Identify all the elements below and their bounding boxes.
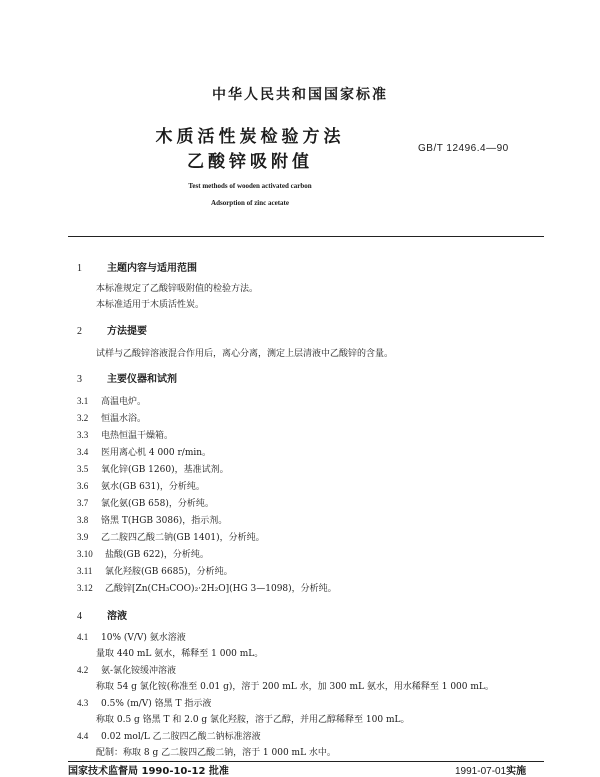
item-text: 恒温水浴。 xyxy=(101,414,147,424)
section-4-heading xyxy=(77,607,127,622)
item-number: 3.11 xyxy=(77,566,93,576)
item-text: 0.5% (m/V) 铬黑 T 指示液 xyxy=(101,699,212,709)
item-text: 氯化氨(GB 658)，分析纯。 xyxy=(101,499,214,509)
item-number: 3.5 xyxy=(77,464,89,474)
item-number: 3.1 xyxy=(77,396,89,406)
list-item xyxy=(77,411,146,424)
list-item xyxy=(77,513,227,526)
item-number: 3.8 xyxy=(77,515,89,525)
section-number: 4 xyxy=(77,611,82,622)
solution-detail: 量取 440 mL 氨水，稀释至 1 000 mL。 xyxy=(96,649,264,659)
list-item xyxy=(77,445,211,458)
item-number: 3.12 xyxy=(77,583,93,593)
item-text: 电热恒温干燥箱。 xyxy=(101,431,174,441)
list-item xyxy=(77,462,229,475)
item-number: 4.1 xyxy=(77,632,89,642)
item-text: 氨-氯化铵缓冲溶液 xyxy=(101,666,177,676)
section-number: 1 xyxy=(77,263,82,274)
item-text: 乙酸锌[Zn(CH₃COO)₂·2H₂O](HG 3—1098)，分析纯。 xyxy=(105,584,337,594)
list-item xyxy=(77,394,146,407)
solution-detail: 配制：称取 8 g 乙二胺四乙酸二钠，溶于 1 000 mL 水中。 xyxy=(96,748,336,758)
section-number: 3 xyxy=(77,374,82,385)
solution-item xyxy=(77,696,211,709)
item-text: 乙二胺四乙酸二钠(GB 1401)，分析纯。 xyxy=(101,533,265,543)
standard-title: 中华人民共和国国家标准 xyxy=(212,87,388,103)
item-number: 4.3 xyxy=(77,698,89,708)
english-subtitle: Adsorption of zinc acetate xyxy=(211,199,289,207)
english-title: Test methods of wooden activated carbon xyxy=(188,182,312,190)
list-item xyxy=(77,479,205,492)
solution-item xyxy=(77,663,176,676)
item-text: 盐酸(GB 622)，分析纯。 xyxy=(105,550,209,560)
approval-note: 国家技术监督局 1990-10-12 批准 xyxy=(68,766,229,777)
item-text: 铬黑 T(HGB 3086)，指示剂。 xyxy=(101,516,228,526)
section-number: 2 xyxy=(77,326,82,337)
header-divider xyxy=(68,236,544,237)
item-text: 氧化锌(GB 1260)，基准试剂。 xyxy=(101,465,229,475)
paragraph: 本标准规定了乙酸锌吸附值的检验方法。 xyxy=(96,284,259,294)
implementation-note xyxy=(455,762,526,777)
list-item xyxy=(77,496,214,509)
item-text: 0.02 mol/L 乙二胺四乙酸二钠标准溶液 xyxy=(101,732,261,742)
section-title: 溶液 xyxy=(107,611,127,622)
implementation-label: 实施 xyxy=(506,766,527,777)
list-item xyxy=(77,547,209,560)
item-text: 医用离心机 4 000 r/min。 xyxy=(101,448,212,458)
item-number: 3.10 xyxy=(77,549,93,559)
solution-detail: 称取 54 g 氯化铵(称准至 0.01 g)，溶于 200 mL 水，加 300 mL 氨水，用水稀释至 1 000 mL。 xyxy=(96,682,494,692)
solution-item xyxy=(77,729,261,742)
item-number: 4.4 xyxy=(77,731,89,741)
item-number: 4.2 xyxy=(77,665,89,675)
item-text: 高温电炉。 xyxy=(101,397,147,407)
list-item xyxy=(77,581,337,594)
item-number: 3.2 xyxy=(77,413,89,423)
item-text: 氯化羟胺(GB 6685)，分析纯。 xyxy=(105,567,233,577)
item-number: 3.7 xyxy=(77,498,89,508)
paragraph: 本标准适用于木质活性炭。 xyxy=(96,300,205,310)
list-item xyxy=(77,564,233,577)
item-number: 3.9 xyxy=(77,532,89,542)
section-title: 主题内容与适用范围 xyxy=(107,263,197,274)
list-item xyxy=(77,530,265,543)
solution-detail: 称取 0.5 g 铬黑 T 和 2.0 g 氯化羟胺，溶于乙醇，并用乙醇稀释至 100 mL。 xyxy=(96,715,410,725)
standard-code: GB/T 12496.4—90 xyxy=(418,143,509,154)
document-title: 木质活性炭检验方法 xyxy=(155,127,345,147)
solution-item xyxy=(77,630,186,643)
section-2-heading xyxy=(77,322,147,337)
section-1-heading xyxy=(77,259,197,274)
item-number: 3.4 xyxy=(77,447,89,457)
item-text: 10% (V/V) 氨水溶液 xyxy=(101,633,186,643)
list-item xyxy=(77,428,173,441)
section-3-heading xyxy=(77,370,177,385)
section-title: 主要仪器和试剂 xyxy=(107,374,177,385)
item-text: 氨水(GB 631)，分析纯。 xyxy=(101,482,205,492)
paragraph: 试样与乙酸锌溶液混合作用后，离心分离，测定上层清液中乙酸锌的含量。 xyxy=(96,349,394,359)
item-number: 3.6 xyxy=(77,481,89,491)
item-number: 3.3 xyxy=(77,430,89,440)
document-subtitle: 乙酸锌吸附值 xyxy=(187,152,313,172)
implementation-date: 1991-07-01 xyxy=(455,766,507,777)
section-title: 方法提要 xyxy=(107,326,147,337)
